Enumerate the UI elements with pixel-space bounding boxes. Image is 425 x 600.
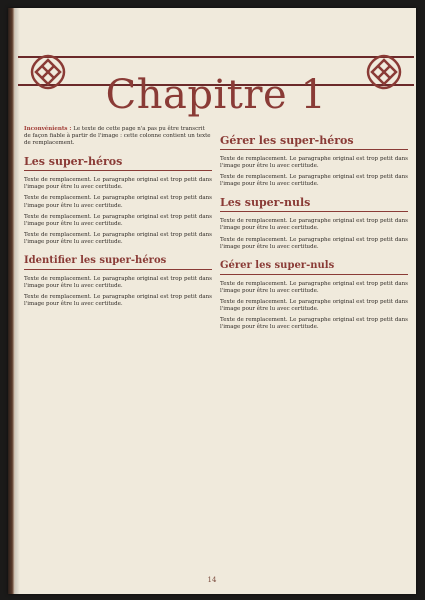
paragraph: Texte de remplacement. Le paragraphe original est trop petit dans l'image pour être lu avec certitude. bbox=[24, 177, 212, 191]
section-title: Les super-nuls bbox=[220, 196, 408, 212]
page-edge bbox=[8, 8, 15, 594]
paragraph: Texte de remplacement. Le paragraphe original est trop petit dans l'image pour être lu avec certitude. bbox=[220, 218, 408, 232]
paragraph: Texte de remplacement. Le paragraphe original est trop petit dans l'image pour être lu avec certitude. bbox=[24, 294, 212, 308]
paragraph: Texte de remplacement. Le paragraphe original est trop petit dans l'image pour être lu avec certitude. bbox=[24, 231, 212, 245]
section-title: Les super-héros bbox=[24, 155, 212, 171]
section-title: Identifier les super-héros bbox=[24, 254, 212, 270]
paragraph: Texte de remplacement. Le paragraphe original est trop petit dans l'image pour être lu avec certitude. bbox=[220, 174, 408, 188]
paragraph: Texte de remplacement. Le paragraphe original est trop petit dans l'image pour être lu avec certitude. bbox=[220, 156, 408, 170]
intro-paragraph bbox=[24, 126, 212, 147]
intro-term: Inconvénients : bbox=[24, 126, 72, 132]
paragraph: Texte de remplacement. Le paragraphe original est trop petit dans l'image pour être lu avec certitude. bbox=[24, 276, 212, 290]
paragraph: Texte de remplacement. Le paragraphe original est trop petit dans l'image pour être lu avec certitude. bbox=[24, 213, 212, 227]
book-page bbox=[8, 8, 416, 594]
chapter-header bbox=[18, 38, 414, 118]
paragraph: Texte de remplacement. Le paragraphe original est trop petit dans l'image pour être lu avec certitude. bbox=[220, 280, 408, 294]
header-rule-top bbox=[18, 56, 414, 58]
paragraph: Texte de remplacement. Le paragraphe original est trop petit dans l'image pour être lu avec certitude. bbox=[24, 195, 212, 209]
intro-text: Le texte de cette page n'a pas pu être transcrit de façon fiable à partir de l'image : cette colonne contient un texte de remplacement. bbox=[24, 126, 211, 147]
right-column bbox=[220, 126, 408, 335]
paragraph: Texte de remplacement. Le paragraphe original est trop petit dans l'image pour être lu avec certitude. bbox=[220, 298, 408, 313]
section-title: Gérer les super-nuls bbox=[220, 259, 408, 275]
page-number: 14 bbox=[207, 576, 217, 584]
section-title: Gérer les super-héros bbox=[220, 134, 408, 150]
paragraph: Texte de remplacement. Le paragraphe original est trop petit dans l'image pour être lu avec certitude. bbox=[220, 317, 408, 331]
chapter-title: Chapitre 1 bbox=[105, 72, 327, 118]
left-column bbox=[24, 126, 212, 312]
paragraph: Texte de remplacement. Le paragraphe original est trop petit dans l'image pour être lu avec certitude. bbox=[220, 236, 408, 250]
